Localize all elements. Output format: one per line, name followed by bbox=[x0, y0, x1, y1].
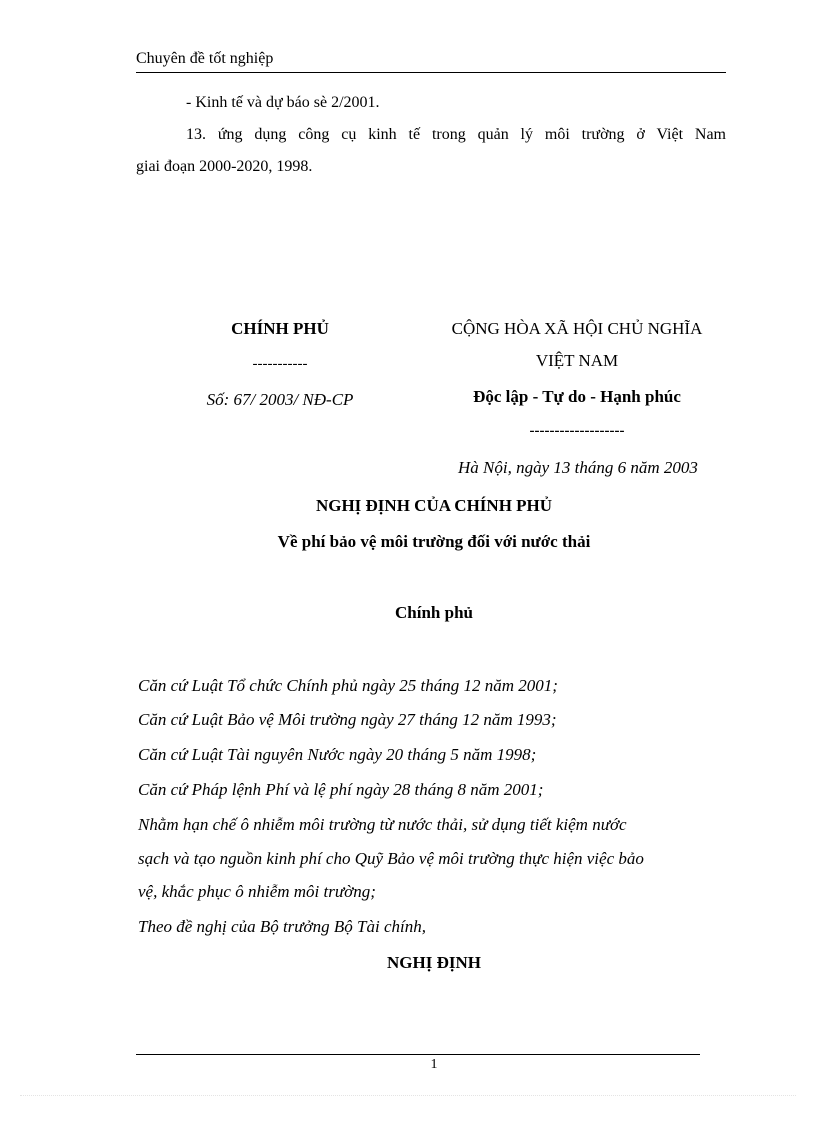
decree-number: Số: 67/ 2003/ NĐ-CP bbox=[206, 390, 354, 409]
reference-line-2: 13. ứng dụng công cụ kinh tế trong quản lý môi trường ở Việt Nam bbox=[186, 126, 726, 143]
page-number: 1 bbox=[430, 1057, 438, 1072]
page-boundary bbox=[20, 1095, 796, 1096]
issuer-divider: ----------- bbox=[252, 356, 308, 372]
legal-basis-line: Căn cứ Luật Tổ chức Chính phủ ngày 25 tháng 12 năm 2001; bbox=[138, 676, 558, 695]
reference-line-1: - Kinh tế và dự báo sè 2/2001. bbox=[186, 94, 380, 111]
decree-subtitle: Về phí bảo vệ môi trường đối với nước thải bbox=[277, 532, 591, 551]
legal-basis-line: Theo đề nghị của Bộ trưởng Bộ Tài chính, bbox=[138, 917, 426, 936]
national-motto: Độc lập - Tự do - Hạnh phúc bbox=[473, 387, 681, 406]
motto-divider: ------------------- bbox=[529, 423, 625, 439]
issuer-org: CHÍNH PHỦ bbox=[231, 319, 329, 338]
issue-date: Hà Nội, ngày 13 tháng 6 năm 2003 bbox=[458, 458, 698, 477]
issuer-heading: Chính phủ bbox=[395, 603, 473, 622]
running-header: Chuyên đề tốt nghiệp bbox=[136, 50, 274, 67]
nation-line-1: CỘNG HÒA XÃ HỘI CHỦ NGHĨA bbox=[451, 319, 703, 338]
legal-basis-line: Nhằm hạn chế ô nhiễm môi trường từ nước thải, sử dụng tiết kiệm nước bbox=[138, 815, 627, 834]
nation-line-2: VIỆT NAM bbox=[535, 351, 619, 370]
legal-basis-line: Căn cứ Pháp lệnh Phí và lệ phí ngày 28 tháng 8 năm 2001; bbox=[138, 780, 544, 799]
legal-basis-line: vệ, khắc phục ô nhiễm môi trường; bbox=[138, 882, 376, 901]
legal-basis-line: sạch và tạo nguồn kinh phí cho Quỹ Bảo vệ môi trường thực hiện việc bảo bbox=[138, 849, 644, 868]
legal-basis-line: Căn cứ Luật Bảo vệ Môi trường ngày 27 tháng 12 năm 1993; bbox=[138, 710, 557, 729]
header-rule bbox=[136, 72, 726, 73]
footer-rule bbox=[136, 1054, 700, 1055]
decree-heading: NGHỊ ĐỊNH bbox=[387, 953, 481, 972]
reference-line-3: giai đoạn 2000-2020, 1998. bbox=[136, 158, 313, 175]
decree-title: NGHỊ ĐỊNH CỦA CHÍNH PHỦ bbox=[315, 496, 553, 515]
legal-basis-line: Căn cứ Luật Tài nguyên Nước ngày 20 tháng 5 năm 1998; bbox=[138, 745, 537, 764]
